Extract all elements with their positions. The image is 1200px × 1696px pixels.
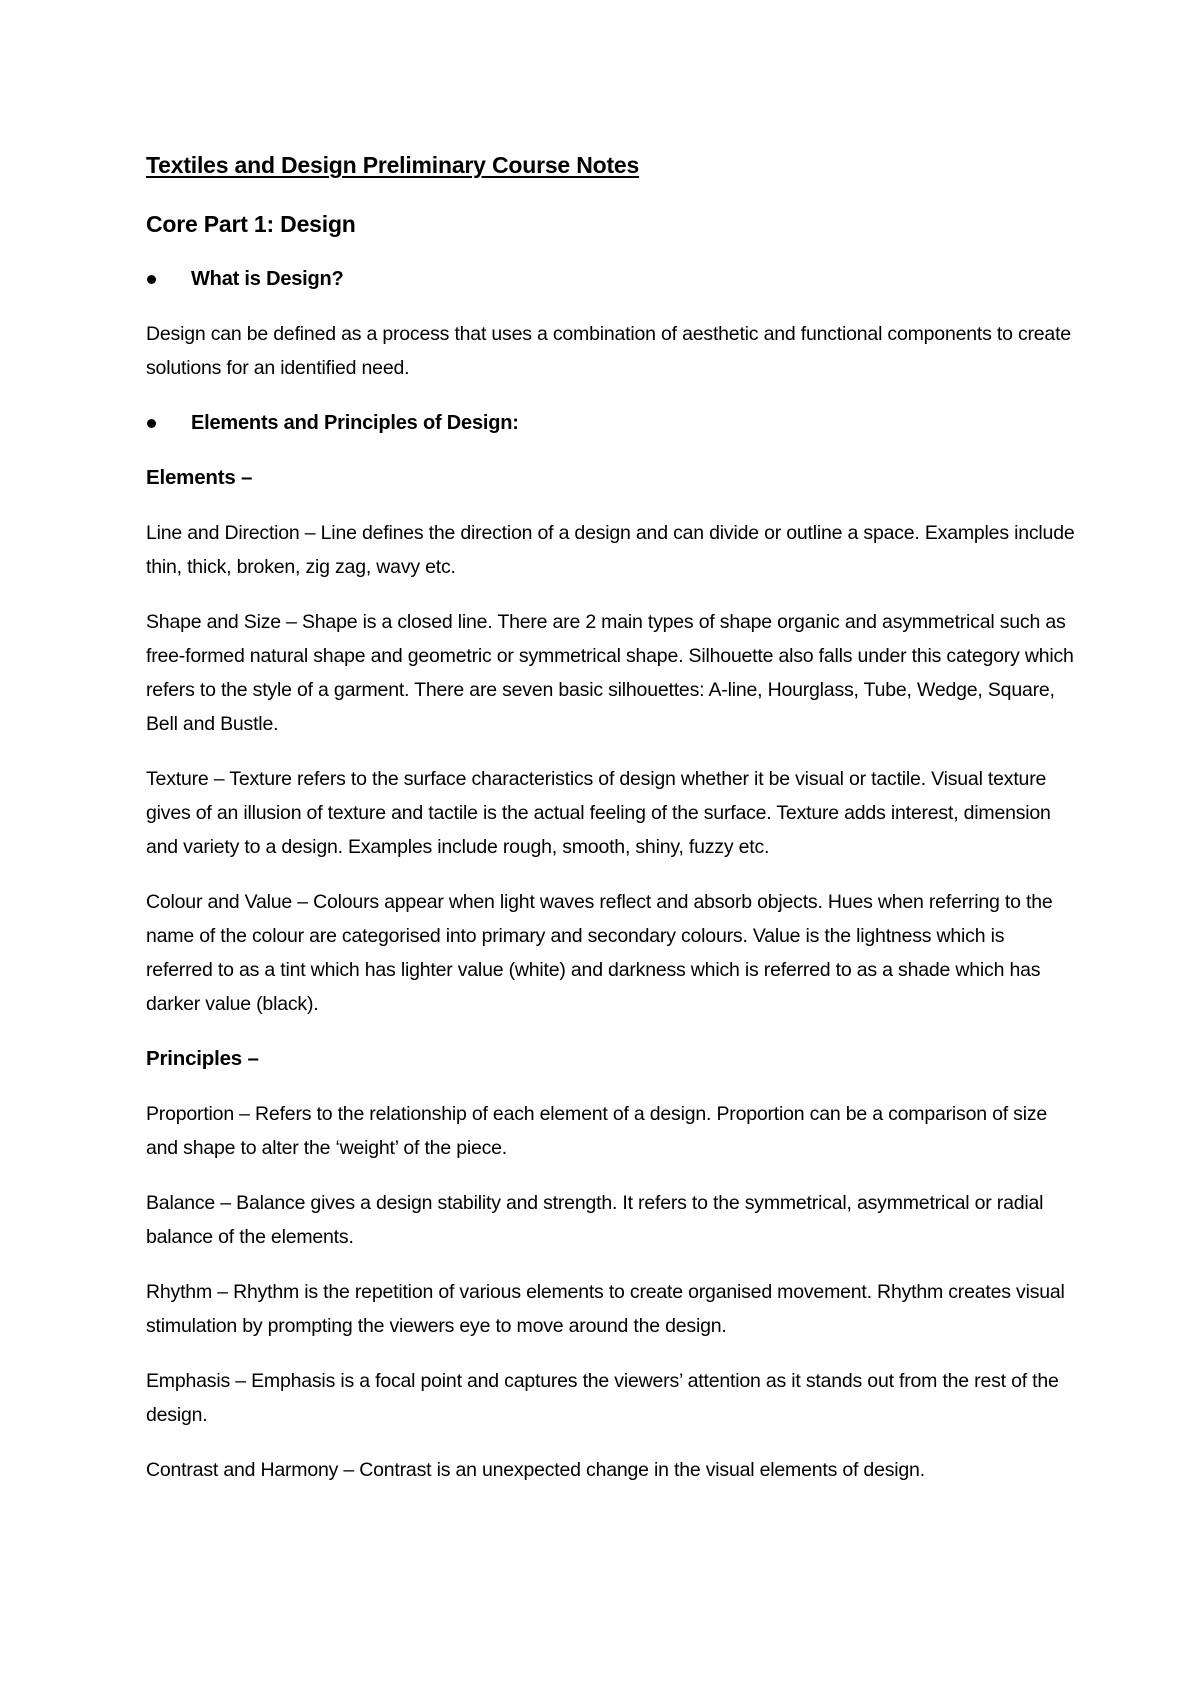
bullet-label: What is Design? <box>191 268 344 290</box>
principle-rhythm-paragraph: Rhythm – Rhythm is the repetition of various elements to create organised movement. Rhythm creates visual stimulation by prompting the viewers eye to move around the design. <box>146 1281 1065 1337</box>
bullet-item-elements-principles <box>146 406 1076 440</box>
document-content <box>146 148 1076 1508</box>
elements-heading: Elements – <box>146 466 253 489</box>
principle-balance-paragraph: Balance – Balance gives a design stability and strength. It refers to the symmetrical, asymmetrical or radial balance of the elements. <box>146 1192 1044 1248</box>
element-shape-size-paragraph: Shape and Size – Shape is a closed line. There are 2 main types of shape organic and asymmetrical such as free-formed natural shape and geometric or symmetrical shape. Silhouette also falls under this category which refers to the style of a garment. There are seven basic silhouettes: A-line, Hourglass, Tube, Wedge, Square, Bell and Bustle. <box>146 611 1074 735</box>
bullet-item-what-is-design <box>146 262 1076 296</box>
principle-emphasis-paragraph: Emphasis – Emphasis is a focal point and captures the viewers’ attention as it stands out from the rest of the design. <box>146 1370 1059 1426</box>
design-definition-paragraph: Design can be defined as a process that uses a combination of aesthetic and functional components to create solutions for an identified need. <box>146 323 1071 379</box>
bullet-icon <box>147 275 156 284</box>
element-colour-value-paragraph: Colour and Value – Colours appear when light waves reflect and absorb objects. Hues when referring to the name of the colour are categorised into primary and secondary colours. Value is the lightness which is referred to as a tint which has lighter value (white) and darkness which is referred to as a shade which has darker value (black). <box>146 891 1053 1015</box>
bullet-icon <box>147 419 156 428</box>
element-line-direction-paragraph: Line and Direction – Line defines the direction of a design and can divide or outline a space. Examples include thin, thick, broken, zig zag, wavy etc. <box>146 522 1075 578</box>
principle-contrast-harmony-paragraph: Contrast and Harmony – Contrast is an unexpected change in the visual elements of design. <box>146 1459 925 1481</box>
core-heading: Core Part 1: Design <box>146 211 356 237</box>
principles-heading: Principles – <box>146 1047 259 1070</box>
bullet-label: Elements and Principles of Design: <box>191 412 519 434</box>
principle-proportion-paragraph: Proportion – Refers to the relationship of each element of a design. Proportion can be a comparison of size and shape to alter the ‘weight’ of the piece. <box>146 1103 1048 1159</box>
element-texture-paragraph: Texture – Texture refers to the surface characteristics of design whether it be visual or tactile. Visual texture gives of an illusion of texture and tactile is the actual feeling of the surface. Texture adds interest, dimension and variety to a design. Examples include rough, smooth, shiny, fuzzy etc. <box>146 768 1051 858</box>
document-title: Textiles and Design Preliminary Course Notes <box>146 152 640 178</box>
